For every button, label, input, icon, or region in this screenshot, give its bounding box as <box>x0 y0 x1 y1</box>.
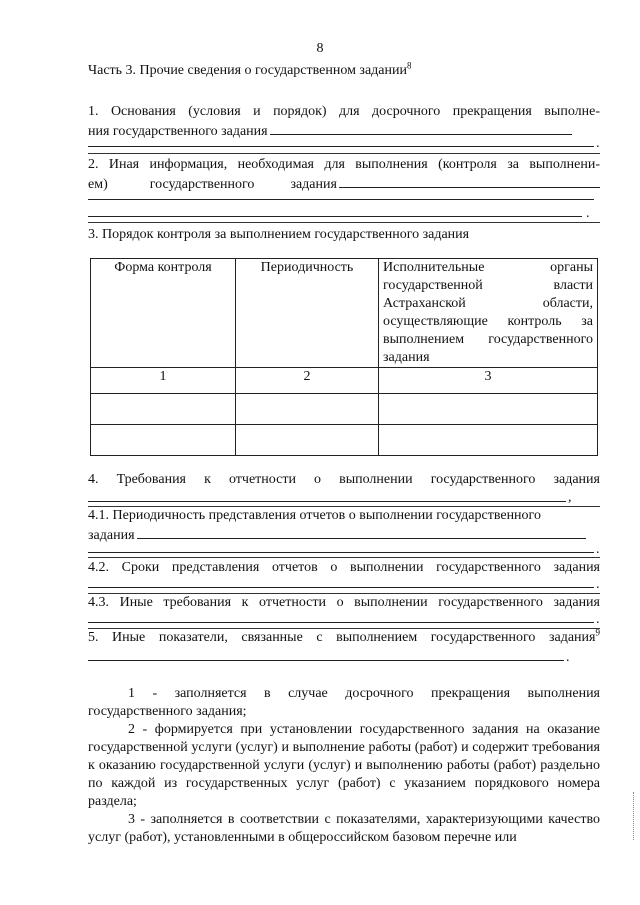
section-1-end: . <box>596 136 600 151</box>
table-column-number-row <box>91 368 598 394</box>
section-4-end: , <box>568 490 572 505</box>
scan-artifact <box>633 792 636 840</box>
section-2 <box>88 156 600 194</box>
section-5 <box>88 629 600 647</box>
section-2-blank <box>339 174 600 188</box>
header-periodicity: Периодичность <box>236 259 379 368</box>
section-4-2 <box>88 559 600 577</box>
section-4-fill-line <box>88 501 566 502</box>
section-2-end: . <box>586 206 590 221</box>
section-4-1-end: . <box>596 542 600 557</box>
col-number-3: 3 <box>379 368 598 394</box>
section-2-fill-line-2 <box>88 216 582 217</box>
col-number-2: 2 <box>236 368 379 394</box>
section-1-blank <box>270 121 572 135</box>
table-cell <box>379 394 598 425</box>
table-row <box>91 425 598 456</box>
table-row <box>91 394 598 425</box>
section-4-3-fill-line <box>88 622 594 623</box>
part-title-text: Часть 3. Прочие сведения о государственном задании <box>88 63 407 78</box>
section-4-3-end: . <box>596 612 600 627</box>
section-3-title: 3. Порядок контроля за выполнением государственного задания <box>88 227 470 242</box>
section-5-fill-line <box>88 660 564 661</box>
separator-4 <box>88 557 600 558</box>
section-4-3 <box>88 594 600 612</box>
footnote-2: 2 - формируется при установлении государственного задания на оказание государственной услуги (услуг) и выполнение работы (работ) и содержит требования к оказанию государственной услуги (услуг) и выполнению работы (работ) раздельно по каждой из государственных услуг (работ) с указанием порядкового номера раздела; <box>88 722 600 809</box>
footnote-3: 3 - заполняется в соответствии с показателями, характеризующими качество услуг (работ), установленными в общероссийском базовом перечне или <box>88 812 600 845</box>
table-cell <box>236 425 379 456</box>
section-4-2-fill-line <box>88 587 594 588</box>
header-control-form: Форма контроля <box>91 259 236 368</box>
col-number-1: 1 <box>91 368 236 394</box>
table-header-row <box>91 259 598 368</box>
section-4-3-line-1: 4.3. Иные требования к отчетности о выполнении государственного задания <box>88 595 600 610</box>
section-1-line-1: 1. Основания (условия и порядок) для досрочного прекращения выполне- <box>88 104 600 119</box>
section-1-fill-line <box>88 146 594 147</box>
section-4-1-fill-line <box>88 552 594 553</box>
part-title <box>88 62 600 80</box>
section-4-1-blank <box>137 525 586 539</box>
part-title-footnote-ref: 8 <box>407 60 412 71</box>
separator-2 <box>88 222 600 223</box>
section-5-footnote-ref: 9 <box>595 627 600 638</box>
section-5-line-1: 5. Иные показатели, связанные с выполнением государственного задания$^9$ <box>88 627 600 645</box>
footnote-1: 1 - заполняется в случае досрочного прекращения выполнения государственного задания; <box>88 686 600 719</box>
section-2-line-2: ем) государственного задания <box>88 174 600 194</box>
section-4-1 <box>88 507 600 545</box>
table-cell <box>91 394 236 425</box>
separator-1 <box>88 153 600 154</box>
table-cell <box>236 394 379 425</box>
section-4-line: 4. Требования к отчетности о выполнении государственного задания <box>88 472 600 487</box>
table-cell <box>379 425 598 456</box>
section-2-line-1: 2. Иная информация, необходимая для выполнения (контроля за выполнени- <box>88 157 600 172</box>
section-2-fill-line-1 <box>88 199 594 200</box>
section-5-end: . <box>566 650 570 665</box>
section-1 <box>88 103 600 141</box>
section-4-1-line-2: задания <box>88 525 600 545</box>
section-4-2-end: . <box>596 577 600 592</box>
page-number: 8 <box>316 41 324 56</box>
section-4-2-line-1: 4.2. Сроки представления отчетов о выполнении государственного задания <box>88 560 600 575</box>
header-authorities: Исполнительные органы государственной власти Астраханской области, осуществляющие контроль за выполнением государственного задания <box>379 259 598 368</box>
section-1-line-2: ния государственного задания <box>88 121 600 141</box>
table-cell <box>91 425 236 456</box>
section-4-1-line-1: 4.1. Периодичность представления отчетов о выполнении государственного <box>88 508 541 523</box>
control-table <box>90 258 598 456</box>
